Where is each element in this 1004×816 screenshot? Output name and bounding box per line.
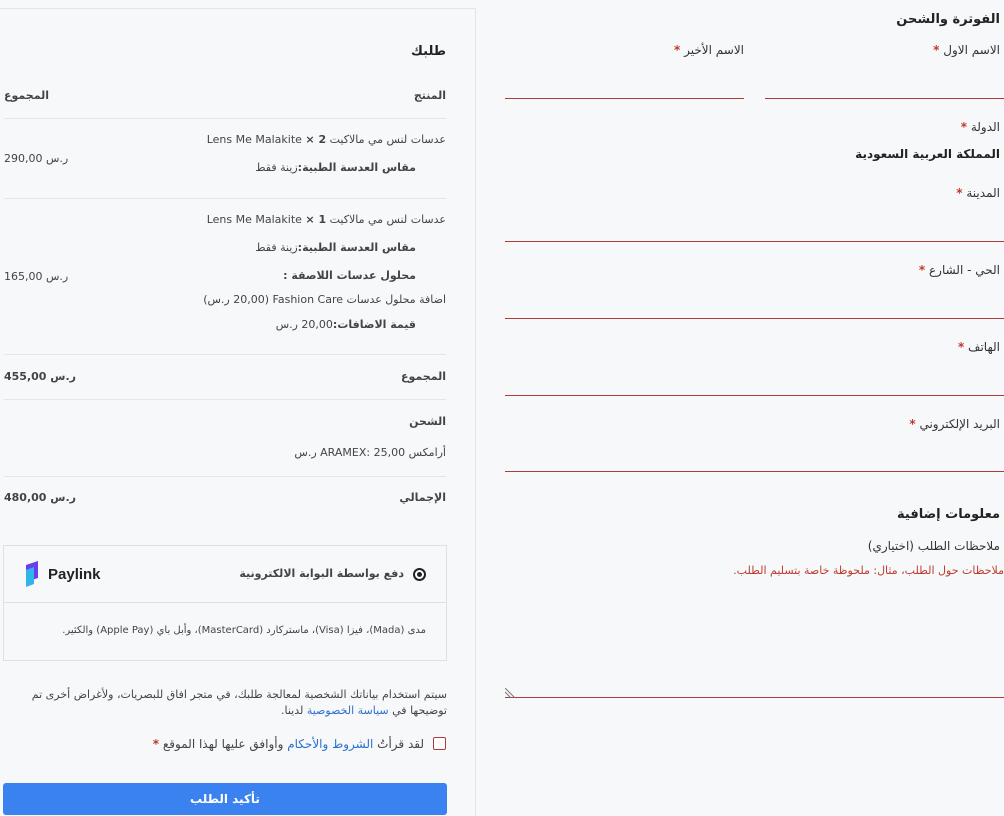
payment-method-box <box>3 545 447 661</box>
paylink-logo <box>24 560 101 588</box>
subtotal-value: 455,00 ر.س <box>4 370 76 383</box>
payment-description: مدى (Mada)، فيزا (Visa)، ماستركارد (MasterCard)، وأبل باي (Apple Pay) والكثير. <box>62 625 426 636</box>
item-2-price: 165,00 ر.س <box>4 270 69 283</box>
country-label: الدولة * <box>960 120 1000 134</box>
item-2-addon-value: اضافة محلول عدسات Fashion Care (20,00 ر.س) <box>203 293 446 306</box>
email-field[interactable] <box>505 471 1004 472</box>
total-label: الإجمالي <box>399 491 446 504</box>
item-2-name: عدسات لنس مي مالاكيت 1 × Lens Me Malakite <box>206 213 446 226</box>
notes-placeholder: ملاحظات حول الطلب، مثال: ملحوظة خاصة بتسليم الطلب. <box>733 564 1004 577</box>
divider <box>4 602 446 603</box>
divider <box>4 399 446 400</box>
terms-checkbox[interactable] <box>433 737 446 750</box>
billing-heading: الفوترة والشحن <box>896 12 1000 27</box>
privacy-policy-link[interactable]: سياسة الخصوصية <box>306 704 389 717</box>
col-product: المنتج <box>413 89 446 102</box>
resize-handle-icon[interactable] <box>505 688 515 698</box>
item-1-price: 290,00 ر.س <box>4 152 69 165</box>
notes-textarea[interactable] <box>505 562 1004 698</box>
divider <box>4 198 446 199</box>
place-order-button[interactable]: تأكيد الطلب <box>3 783 447 815</box>
divider <box>4 476 446 477</box>
email-label: البريد الإلكتروني * <box>909 417 1000 431</box>
payment-radio[interactable] <box>413 568 426 581</box>
shipping-label: الشحن <box>409 415 446 428</box>
total-value: 480,00 ر.س <box>4 491 76 504</box>
item-2-addon-total: قيمة الاضافات:20,00 ر.س <box>275 318 416 331</box>
phone-label: الهاتف * <box>957 340 1000 354</box>
divider <box>4 118 446 119</box>
first-name-label: الاسم الاول * <box>933 43 1000 57</box>
order-heading: طلبك <box>411 44 446 59</box>
terms-label: لقد قرأتُ الشروط والأحكام وأوافق عليها لهذا الموقع * <box>152 737 424 751</box>
payment-method-label[interactable]: دفع بواسطة البوابة الالكترونية <box>239 567 404 580</box>
terms-link[interactable]: الشروط والأحكام <box>287 737 374 751</box>
street-label: الحي - الشارع * <box>918 263 1000 277</box>
city-label: المدينة * <box>956 186 1000 200</box>
additional-heading: معلومات إضافية <box>897 507 1000 522</box>
privacy-notice: سيتم استخدام بياناتك الشخصية لمعالجة طلبك، في متجر افاق للبصريات، ولأغراض أخرى تم توضيحها في سياسة الخصوصية لدينا. <box>31 688 447 717</box>
paylink-icon <box>24 560 42 588</box>
city-field[interactable] <box>505 241 1004 242</box>
last-name-field[interactable] <box>505 98 744 99</box>
paylink-brand: Paylink <box>48 565 101 583</box>
last-name-label: الاسم الأخير * <box>674 43 744 57</box>
street-field[interactable] <box>505 318 1004 319</box>
item-1-meta: مقاس العدسة الطبية:زينة فقط <box>255 161 416 174</box>
first-name-field[interactable] <box>765 98 1004 99</box>
shipping-value: أرامكس ARAMEX: 25,00 ر.س <box>294 446 446 459</box>
subtotal-label: المجموع <box>401 370 446 383</box>
item-2-meta: مقاس العدسة الطبية:زينة فقط <box>255 241 416 254</box>
item-2-addon-label: محلول عدسات اللاصقة : <box>283 269 416 282</box>
phone-field[interactable] <box>505 395 1004 396</box>
divider <box>4 354 446 355</box>
country-value: المملكة العربية السعودية <box>855 147 1000 161</box>
item-1-name: عدسات لنس مي مالاكيت 2 × Lens Me Malakite <box>206 133 446 146</box>
col-total: المجموع <box>4 89 49 102</box>
notes-label: ملاحظات الطلب (اختياري) <box>867 539 1000 553</box>
